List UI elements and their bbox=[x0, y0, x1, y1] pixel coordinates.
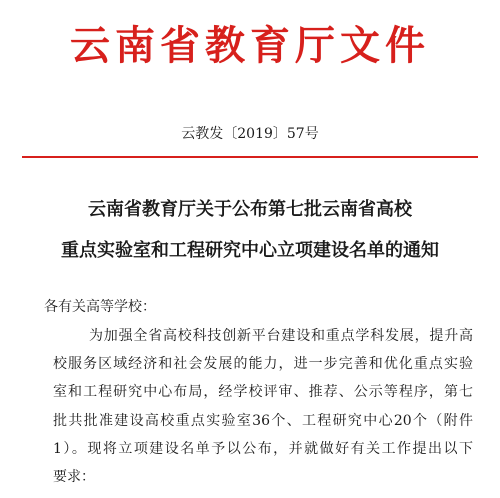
body-paragraph-line: 校服务区域经济和社会发展的能力，进一步完善和优化重点实验 bbox=[53, 356, 473, 372]
notice-title-line-2: 重点实验室和工程研究中心立项建设名单的通知 bbox=[61, 240, 439, 261]
body-paragraph-line: 要求： bbox=[53, 469, 95, 485]
body-paragraph-line: 室和工程研究中心布局，经学校评审、推荐、公示等程序，第七 bbox=[53, 384, 473, 400]
body-paragraph-line: 为加强全省高校科技创新平台建设和重点学科发展，提升高 bbox=[89, 328, 473, 344]
salutation: 各有关高等学校： bbox=[44, 299, 156, 315]
masthead-title: 云南省教育厅文件 bbox=[70, 23, 430, 69]
notice-title-line-1: 云南省教育厅关于公布第七批云南省高校 bbox=[88, 199, 412, 220]
body-paragraph-line: 批共批准建设高校重点实验室36个、工程研究中心20个（附件 bbox=[53, 413, 473, 429]
body-paragraph-line: 1）。现将立项建设名单予以公布，并就做好有关工作提出以下 bbox=[53, 441, 473, 457]
document-number: 云教发〔2019〕57号 bbox=[181, 126, 319, 142]
red-divider-line bbox=[22, 156, 478, 158]
